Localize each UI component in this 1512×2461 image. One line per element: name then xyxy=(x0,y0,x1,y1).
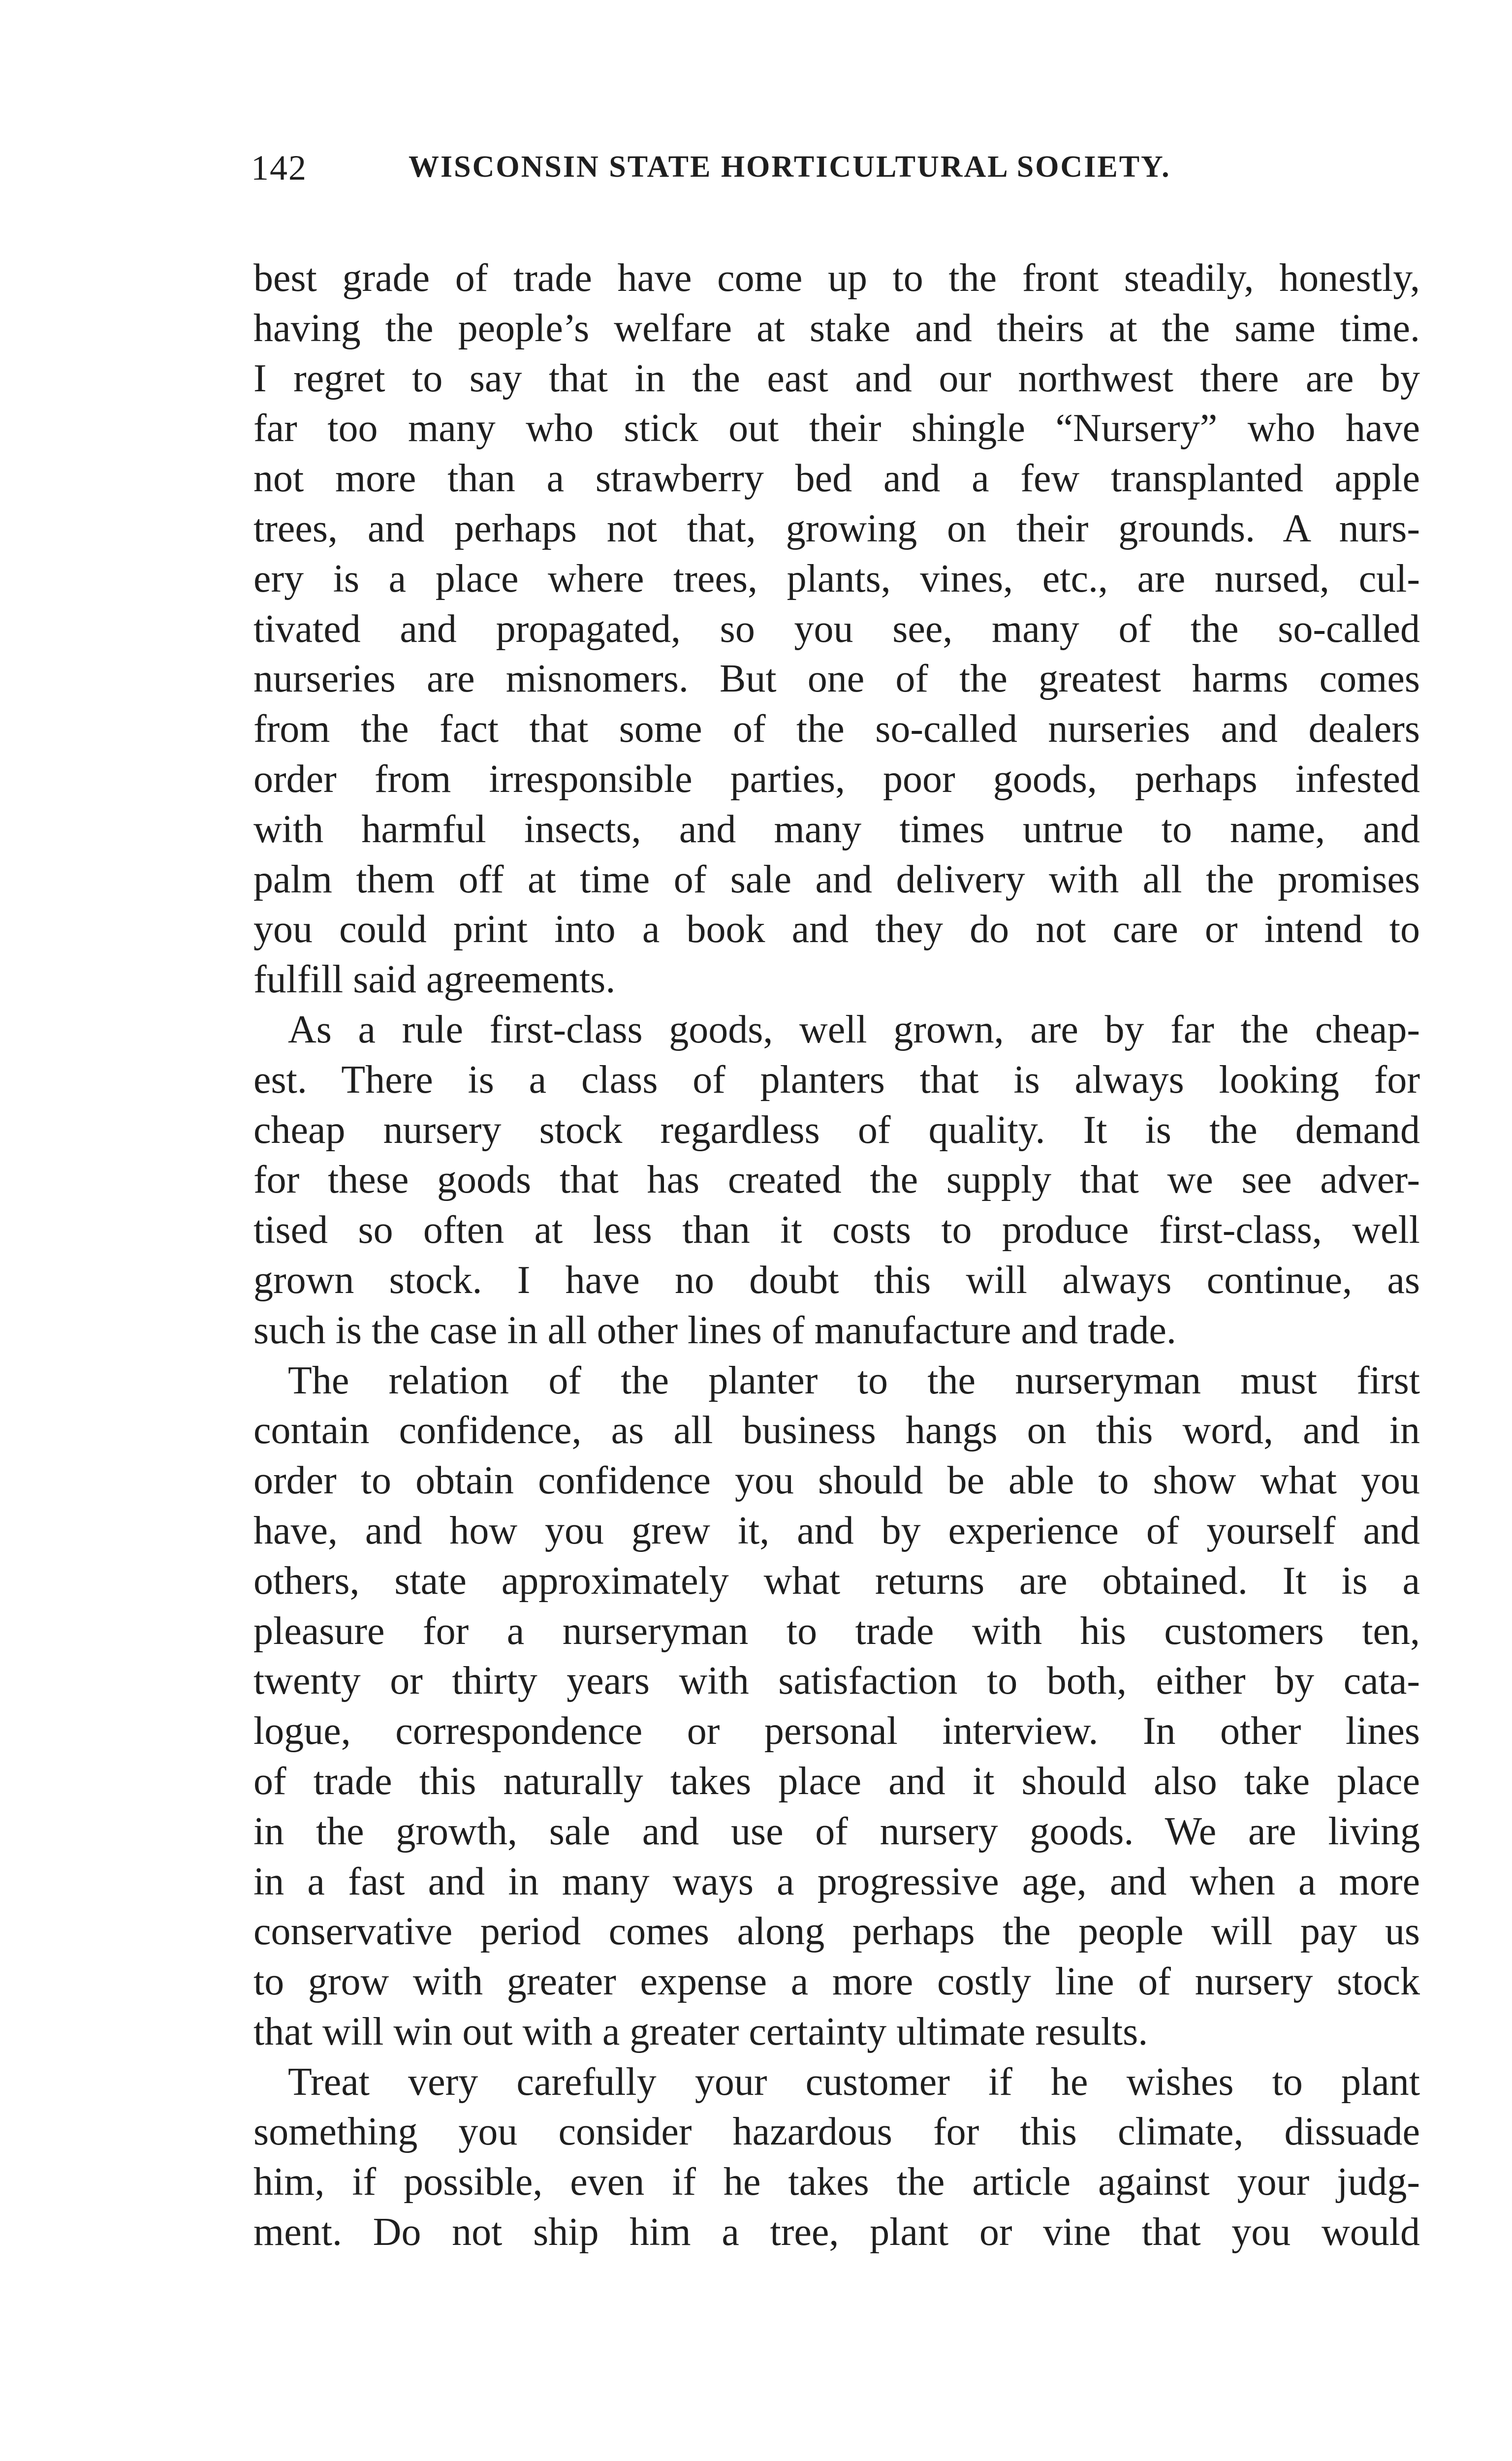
paragraph xyxy=(253,2057,1420,2258)
text-line: nurseries are misnomers. But one of the greatest harms comes xyxy=(253,657,1420,701)
text-line: having the people’s welfare at stake and theirs at the same time. xyxy=(253,306,1420,350)
text-line: not more than a strawberry bed and a few transplanted apple xyxy=(253,457,1420,501)
text-line: in the growth, sale and use of nursery goods. We are living xyxy=(253,1809,1420,1853)
text-line: tised so often at less than it costs to produce first-class, well xyxy=(253,1208,1420,1252)
text-line: cheap nursery stock regardless of quality. It is the demand xyxy=(253,1108,1420,1152)
text-line: twenty or thirty years with satisfaction to both, either by cata- xyxy=(253,1659,1420,1703)
text-line: to grow with greater expense a more costly line of nursery stock xyxy=(253,1960,1420,2004)
running-title: WISCONSIN STATE HORTICULTURAL SOCIETY. xyxy=(409,150,1171,184)
text-line: have, and how you grew it, and by experience of yourself and xyxy=(253,1509,1420,1552)
text-line: ery is a place where trees, plants, vines, etc., are nursed, cul- xyxy=(253,557,1420,600)
text-line: from the fact that some of the so-called nurseries and dealers xyxy=(253,707,1420,751)
text-line: conservative period comes along perhaps the people will pay us xyxy=(253,1910,1420,1954)
text-line: for these goods that has created the supply that we see adver- xyxy=(253,1158,1420,1202)
text-line: order from irresponsible parties, poor goods, perhaps infested xyxy=(253,757,1420,801)
text-line: trees, and perhaps not that, growing on their grounds. A nurs- xyxy=(253,506,1420,550)
text-line: The relation of the planter to the nurseryman must first xyxy=(288,1358,1420,1402)
text-line: that will win out with a greater certainty ultimate results. xyxy=(253,2010,1148,2053)
text-line: pleasure for a nurseryman to trade with his customers ten, xyxy=(253,1609,1420,1653)
body-text xyxy=(253,253,1420,2258)
text-line: such is the case in all other lines of manufacture and trade. xyxy=(253,1308,1176,1352)
text-line: order to obtain confidence you should be able to show what you xyxy=(253,1459,1420,1503)
text-line: far too many who stick out their shingle “Nursery” who have xyxy=(253,407,1420,450)
text-line: you could print into a book and they do not care or intend to xyxy=(253,908,1420,951)
text-line: contain confidence, as all business hangs on this word, and in xyxy=(253,1409,1420,1452)
paragraph xyxy=(253,1005,1420,1356)
text-line: with harmful insects, and many times untrue to name, and xyxy=(253,807,1420,851)
paragraph xyxy=(253,253,1420,1005)
page-number: 142 xyxy=(251,148,307,188)
text-line: I regret to say that in the east and our northwest there are by xyxy=(253,356,1420,400)
text-line: palm them off at time of sale and delivery with all the promises xyxy=(253,857,1420,901)
text-line: tivated and propagated, so you see, many of the so-called xyxy=(253,607,1420,651)
text-line: him, if possible, even if he takes the article against your judg- xyxy=(253,2160,1420,2204)
text-line: fulfill said agreements. xyxy=(253,958,616,1002)
text-line: Treat very carefully your customer if he wishes to plant xyxy=(288,2060,1420,2104)
paragraph xyxy=(253,1356,1420,2057)
text-line: in a fast and in many ways a progressive age, and when a more xyxy=(253,1860,1420,1903)
running-head xyxy=(251,148,1304,197)
text-line: others, state approximately what returns are obtained. It is a xyxy=(253,1559,1420,1603)
text-line: As a rule first-class goods, well grown, are by far the cheap- xyxy=(288,1008,1420,1051)
text-line: est. There is a class of planters that is always looking for xyxy=(253,1058,1420,1102)
text-line: ment. Do not ship him a tree, plant or vine that you would xyxy=(253,2210,1420,2254)
text-line: of trade this naturally takes place and it should also take place xyxy=(253,1759,1420,1803)
text-line: best grade of trade have come up to the front steadily, honestly, xyxy=(253,256,1420,300)
text-line: something you consider hazardous for this climate, dissuade xyxy=(253,2110,1420,2154)
text-line: logue, correspondence or personal interview. In other lines xyxy=(253,1709,1420,1753)
text-line: grown stock. I have no doubt this will always continue, as xyxy=(253,1258,1420,1302)
